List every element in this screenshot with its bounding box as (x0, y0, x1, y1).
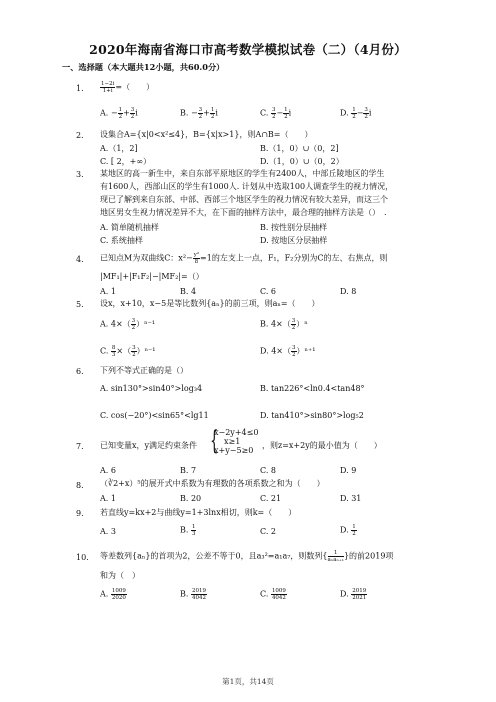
question-stem-line: 地区男女生视力情况差异不大，在下面的抽样方法中，最合理的抽样方法是（） . (100, 208, 387, 217)
option-b: B. tan226°<ln0.4<tan48° (260, 384, 365, 393)
option-a: A. 3 (100, 527, 116, 536)
option-a: A. 1 (100, 287, 116, 296)
option-b: B. 7 (180, 466, 197, 475)
option-c: C. $\frac{1009}{4042}$ (260, 588, 286, 601)
question-stem: 已知变量x，y满足约束条件 (100, 441, 198, 450)
option-a: A. − $\frac{1}{2}$ + $\frac{3}{2}$ i (100, 107, 138, 120)
question-stem-line: |MF₁|+|F₁F₂|−|MF₂|=（） (100, 272, 204, 281)
option-b: B. 4 (180, 287, 197, 296)
option-b: B. 按性别分层抽样 (260, 223, 327, 232)
option-d: D. tan410°>sin80°>log₅2 (260, 411, 364, 420)
option-a: A. 6 (100, 466, 116, 475)
option-a: A. 4×（ $\frac{3}{2}$ ）ⁿ⁻¹ (100, 318, 156, 331)
option-a: A. 1 (100, 494, 116, 503)
option-b: B. $\frac{2019}{4042}$ (180, 588, 206, 601)
question-stem: 已知点M为双曲线C：x²− $\frac{\text{y²}}{8}$ =1的左支上一点，F₁，F₂分别为C的左、右焦点，则 (100, 252, 388, 265)
question-number: 9. (76, 509, 84, 518)
option-c: C. $\frac{3}{2}$ − $\frac{1}{2}$ i (260, 107, 292, 120)
question-stem: 设x，x+10，x−5是等比数列{aₙ}的前三项，则aₙ=（ ） (100, 299, 320, 308)
option-d: D. $\frac{1}{2}$ (340, 524, 356, 537)
option-c: C. $\frac{8}{3}$ ×（ $\frac{3}{2}$ ）ⁿ⁻¹ (100, 345, 156, 358)
option-a: A. sin130°>sin40°>log₃4 (100, 384, 203, 393)
option-a: A.（1，2] (100, 144, 138, 153)
option-d: D. $\frac{2019}{2021}$ (340, 588, 367, 601)
question-stem: 若直线y=kx+2与曲线y=1+3lnx相切，则k=（ ） (100, 508, 297, 517)
section-heading: 一、选择题（本大题共12小题，共60.0分） (62, 62, 225, 72)
question-stem: 下列不等式正确的是（） (100, 366, 188, 375)
question-number: 7. (76, 442, 84, 451)
question-stem: 设集合A={x|0<x²≤4}，B={x|x>1}，则A∩B=（ ） (100, 130, 313, 139)
option-c: C. 21 (260, 494, 282, 503)
question-stem: $\frac{1-2i}{1+i}$ =（ ） (101, 81, 155, 94)
option-b: B. $\frac{1}{3}$ (180, 524, 196, 537)
option-b: B. 20 (180, 494, 202, 503)
question-stem: （∛2+x）⁵的展开式中系数为有理数的各项系数之和为（ ） (100, 479, 325, 488)
constraint-3: x+y−5≥0 (214, 446, 254, 455)
option-c: C. [ 2，+∞） (100, 157, 152, 166)
option-c: C. 系统抽样 (100, 236, 143, 245)
question-number: 10. (76, 553, 89, 562)
option-c: C. cos(−20°)<sin65°<lg11 (100, 411, 209, 420)
question-number: 1. (76, 84, 84, 93)
option-d: D. $\frac{1}{2}$ − $\frac{3}{2}$ i (340, 107, 372, 120)
option-a: A. $\frac{1009}{2020}$ (100, 588, 126, 601)
question-number: 8. (76, 481, 84, 490)
page-title: 2020年海南省海口市高考数学模拟试卷（二）（4月份） (89, 42, 407, 57)
option-d: D. 8 (340, 287, 357, 296)
brace-icon: { (210, 426, 219, 456)
question-number: 3. (76, 170, 84, 179)
option-d: D.（1，0）∪（0，2） (260, 157, 344, 166)
option-b: B.（1，0）∪（0，2] (260, 144, 339, 153)
question-stem: 等差数列{aₙ}的首项为2，公差不等于0，且a₃²=a₁a₇，则数列{ $\frac{1}{\text{aₙaₙ₊₁}}$ }的前2019项 (100, 550, 394, 563)
option-c: C. 8 (260, 466, 277, 475)
question-stem-line: 有1600人，西部山区的学生有1000人. 计划从中选取100人调查学生的视力情况， (100, 182, 394, 191)
option-a: A. 简单随机抽样 (100, 223, 159, 232)
option-b: B. − $\frac{3}{2}$ + $\frac{1}{2}$ i (180, 107, 218, 120)
question-stem-line: 现已了解到来自东部、中部、西部三个地区学生的视力情况有较大差异，而这三个 (100, 195, 388, 204)
option-d: D. 31 (340, 494, 362, 503)
question-number: 6. (76, 367, 84, 376)
constraint-1: x−2y+4≤0 (214, 428, 259, 437)
page-footer: 第1页，共14页 (222, 677, 274, 686)
question-number: 2. (76, 131, 84, 140)
option-b: B. 4×（ $\frac{3}{2}$ ）ⁿ (260, 318, 308, 331)
question-number: 5. (76, 300, 84, 309)
fraction: $\frac{1-2i}{1+i}$ (101, 81, 115, 94)
option-c: C. 6 (260, 287, 277, 296)
question-stem-tail: ，则z=x+2y的最小值为（ ） (262, 441, 382, 450)
option-d: D. 9 (340, 466, 357, 475)
question-number: 4. (76, 255, 84, 264)
option-d: D. 按地区分层抽样 (260, 236, 328, 245)
option-c: C. 2 (260, 527, 277, 536)
constraint-2: x≥1 (224, 437, 241, 446)
option-d: D. 4×（ $\frac{3}{2}$ ）ⁿ⁺¹ (260, 345, 316, 358)
question-stem-line: 和为（ ） (100, 571, 140, 580)
question-stem-line: 某地区的高一新生中，来自东部平原地区的学生有2400人，中部丘陵地区的学生 (100, 169, 385, 178)
